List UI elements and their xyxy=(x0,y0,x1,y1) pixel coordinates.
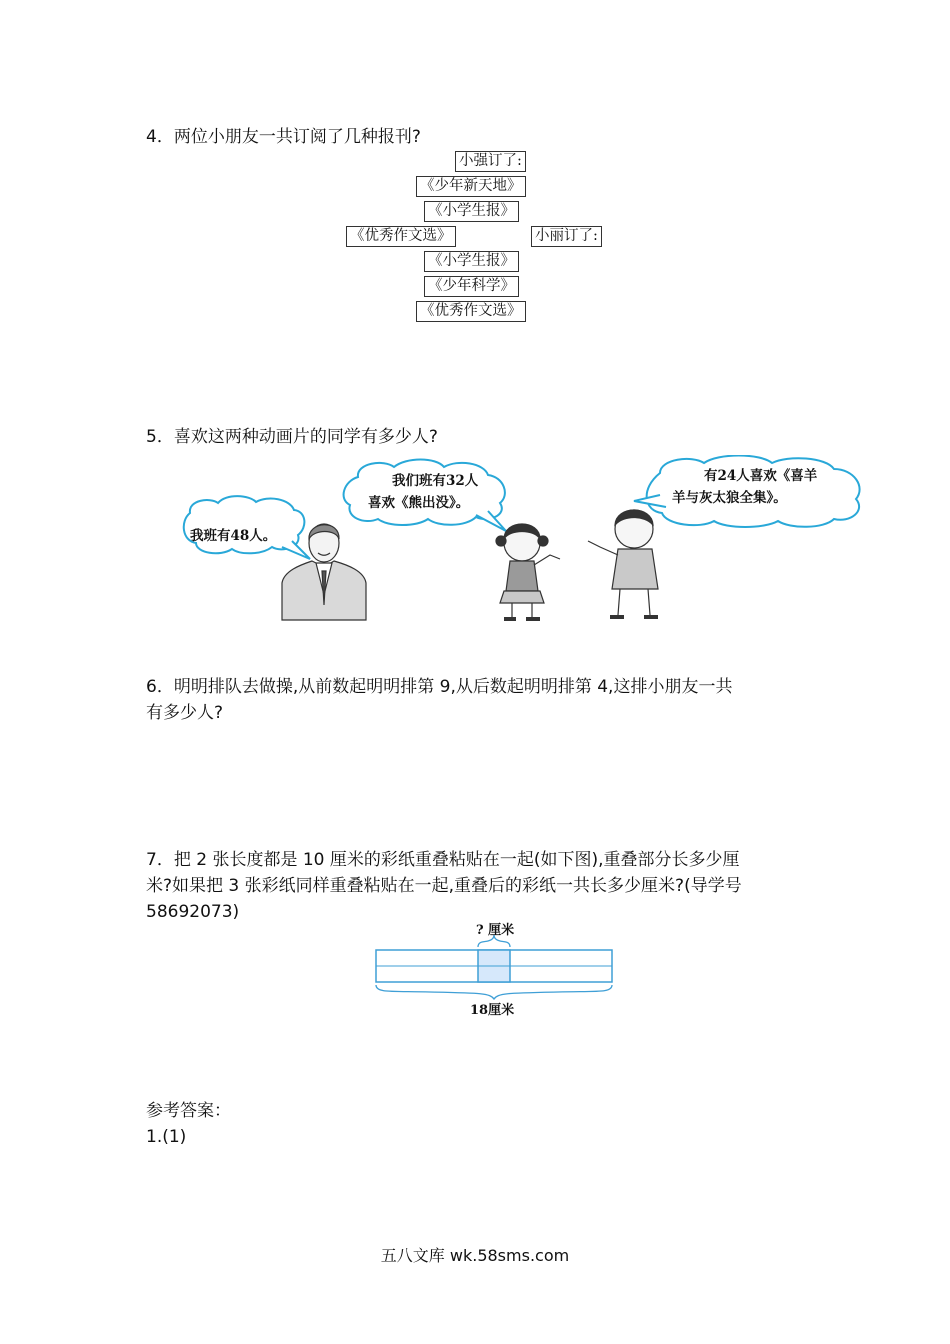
answer-item-1: 1.(1) xyxy=(146,1127,187,1147)
xiaoqiang-item-1: 《少年新天地》 xyxy=(416,176,526,197)
girl-figure xyxy=(496,524,560,619)
paper-overlap-diagram xyxy=(370,935,620,1000)
question-6-line-1: 6．明明排队去做操,从前数起明明排第 9,从后数起明明排第 4,这排小朋友一共 xyxy=(146,677,733,697)
boy-bubble-line-1: 有24人喜欢《喜羊 xyxy=(704,468,818,484)
girl-bubble-line-1: 我们班有32人 xyxy=(392,473,479,489)
xiaoqiang-item-2: 《小学生报》 xyxy=(424,201,519,222)
teacher-bubble-text: 我班有48人。 xyxy=(190,528,277,544)
question-4: 4．两位小朋友一共订阅了几种报刊? xyxy=(146,127,421,147)
xiaoqiang-label: 小强订了: xyxy=(455,151,526,172)
overlap-length-label: ? 厘米 xyxy=(476,923,515,938)
boy-bubble-line-2: 羊与灰太狼全集》。 xyxy=(672,490,787,506)
boy-figure xyxy=(588,510,658,617)
xiaoli-item-1: 《小学生报》 xyxy=(424,251,519,272)
question-7-line-1: 7．把 2 张长度都是 10 厘米的彩纸重叠粘贴在一起(如下图),重叠部分长多少厘 xyxy=(146,850,740,870)
question-5: 5．喜欢这两种动画片的同学有多少人? xyxy=(146,427,438,447)
total-length-label: 18厘米 xyxy=(470,1003,515,1018)
answers-heading: 参考答案： xyxy=(146,1101,231,1121)
question-7-line-3: 58692073) xyxy=(146,902,240,922)
footer-watermark: 五八文库 wk.58sms.com xyxy=(380,1246,570,1265)
question-6-line-2: 有多少人? xyxy=(146,703,224,723)
xiaoli-item-3: 《优秀作文选》 xyxy=(416,301,526,322)
xiaoqiang-item-3: 《优秀作文选》 xyxy=(346,226,456,247)
xiaoli-label: 小丽订了: xyxy=(531,226,602,247)
girl-bubble-line-2: 喜欢《熊出没》。 xyxy=(368,495,470,511)
question-7-line-2: 米?如果把 3 张彩纸同样重叠粘贴在一起,重叠后的彩纸一共长多少厘米?(导学号 xyxy=(146,876,742,896)
xiaoli-item-2: 《少年科学》 xyxy=(424,276,519,297)
